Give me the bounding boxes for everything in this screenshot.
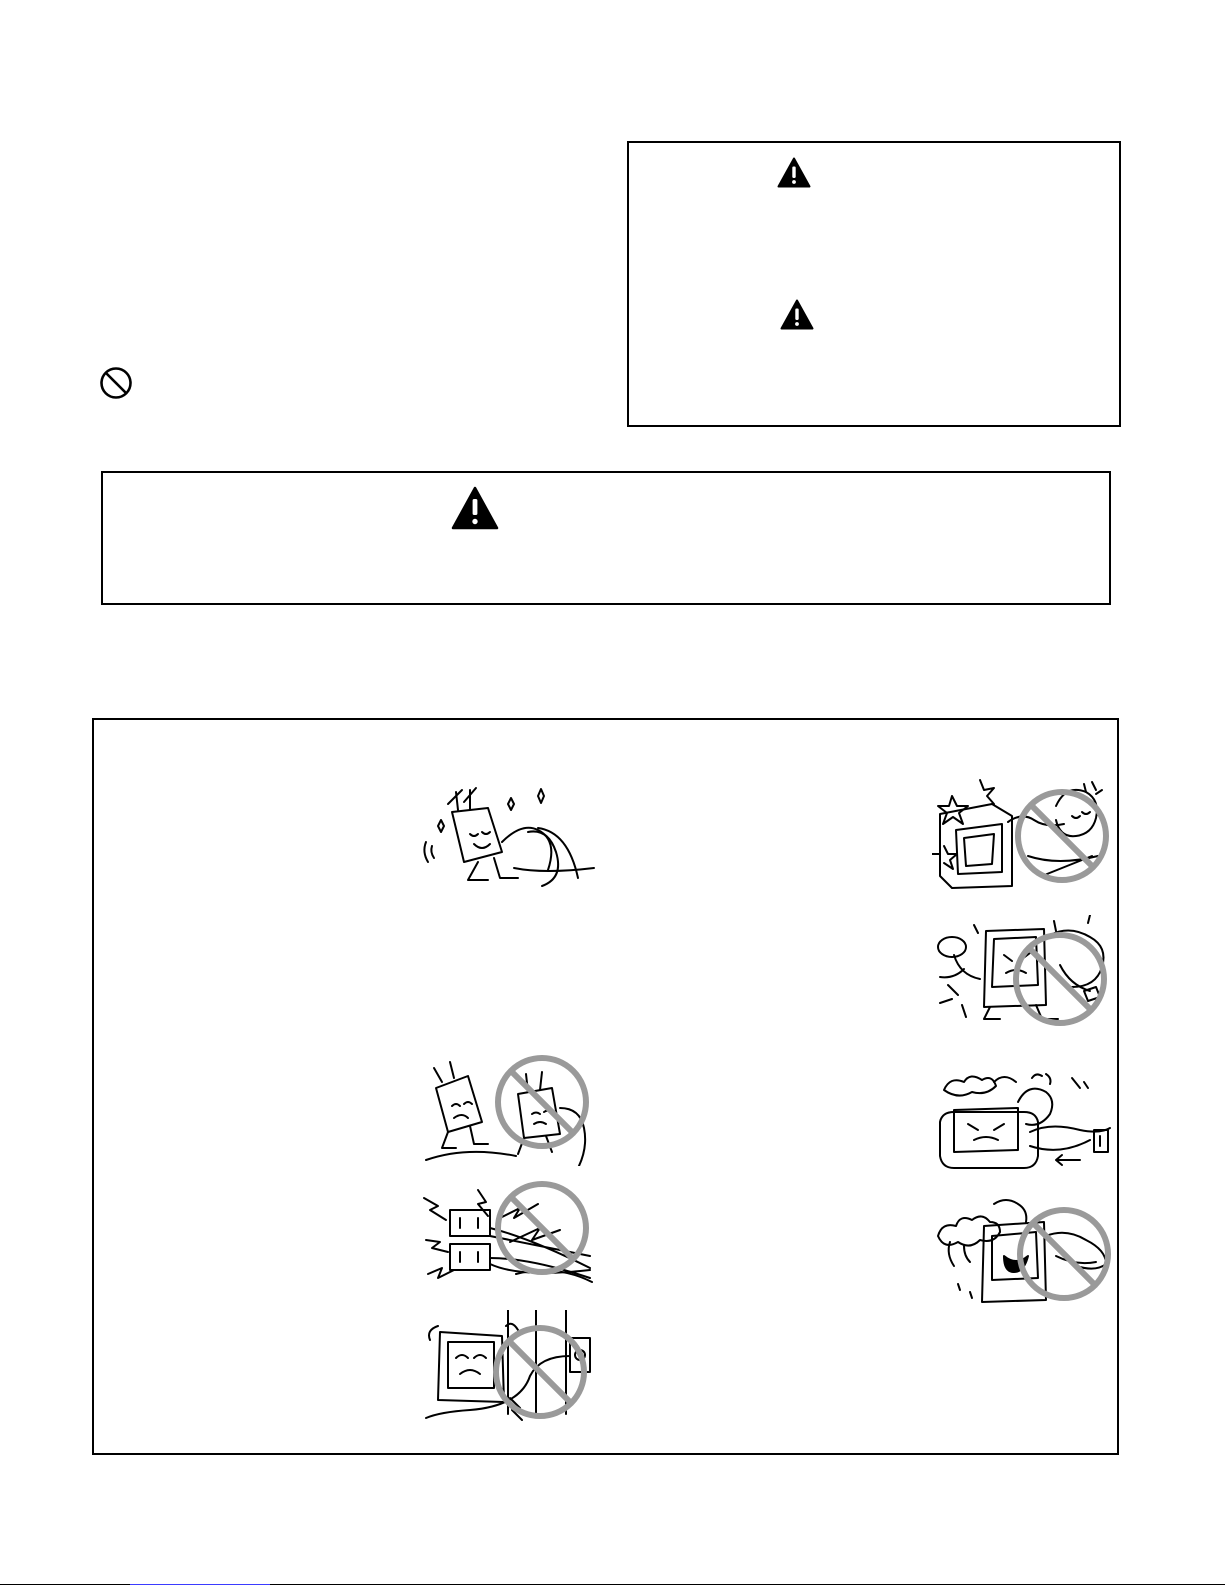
overloaded-outlet-prohibited-illustration (420, 1178, 598, 1286)
smoke-unplug-illustration (934, 1072, 1112, 1178)
plug-cartoon-illustration (418, 782, 598, 888)
important-triangle-icon (451, 486, 499, 530)
caution-triangle-icon (780, 299, 814, 330)
objects-inserted-prohibited-illustration (934, 915, 1110, 1027)
important-notice-box (101, 471, 1111, 605)
damaged-plug-prohibited-illustration (420, 1048, 598, 1166)
open-cabinet-prohibited-illustration (932, 776, 1112, 892)
prohibited-symbol-icon (99, 366, 133, 400)
cord-under-set-prohibited-illustration (420, 1310, 600, 1422)
liquid-on-set-prohibited-illustration (934, 1196, 1112, 1306)
warning-triangle-icon (777, 157, 811, 188)
warning-caution-box (627, 141, 1121, 427)
